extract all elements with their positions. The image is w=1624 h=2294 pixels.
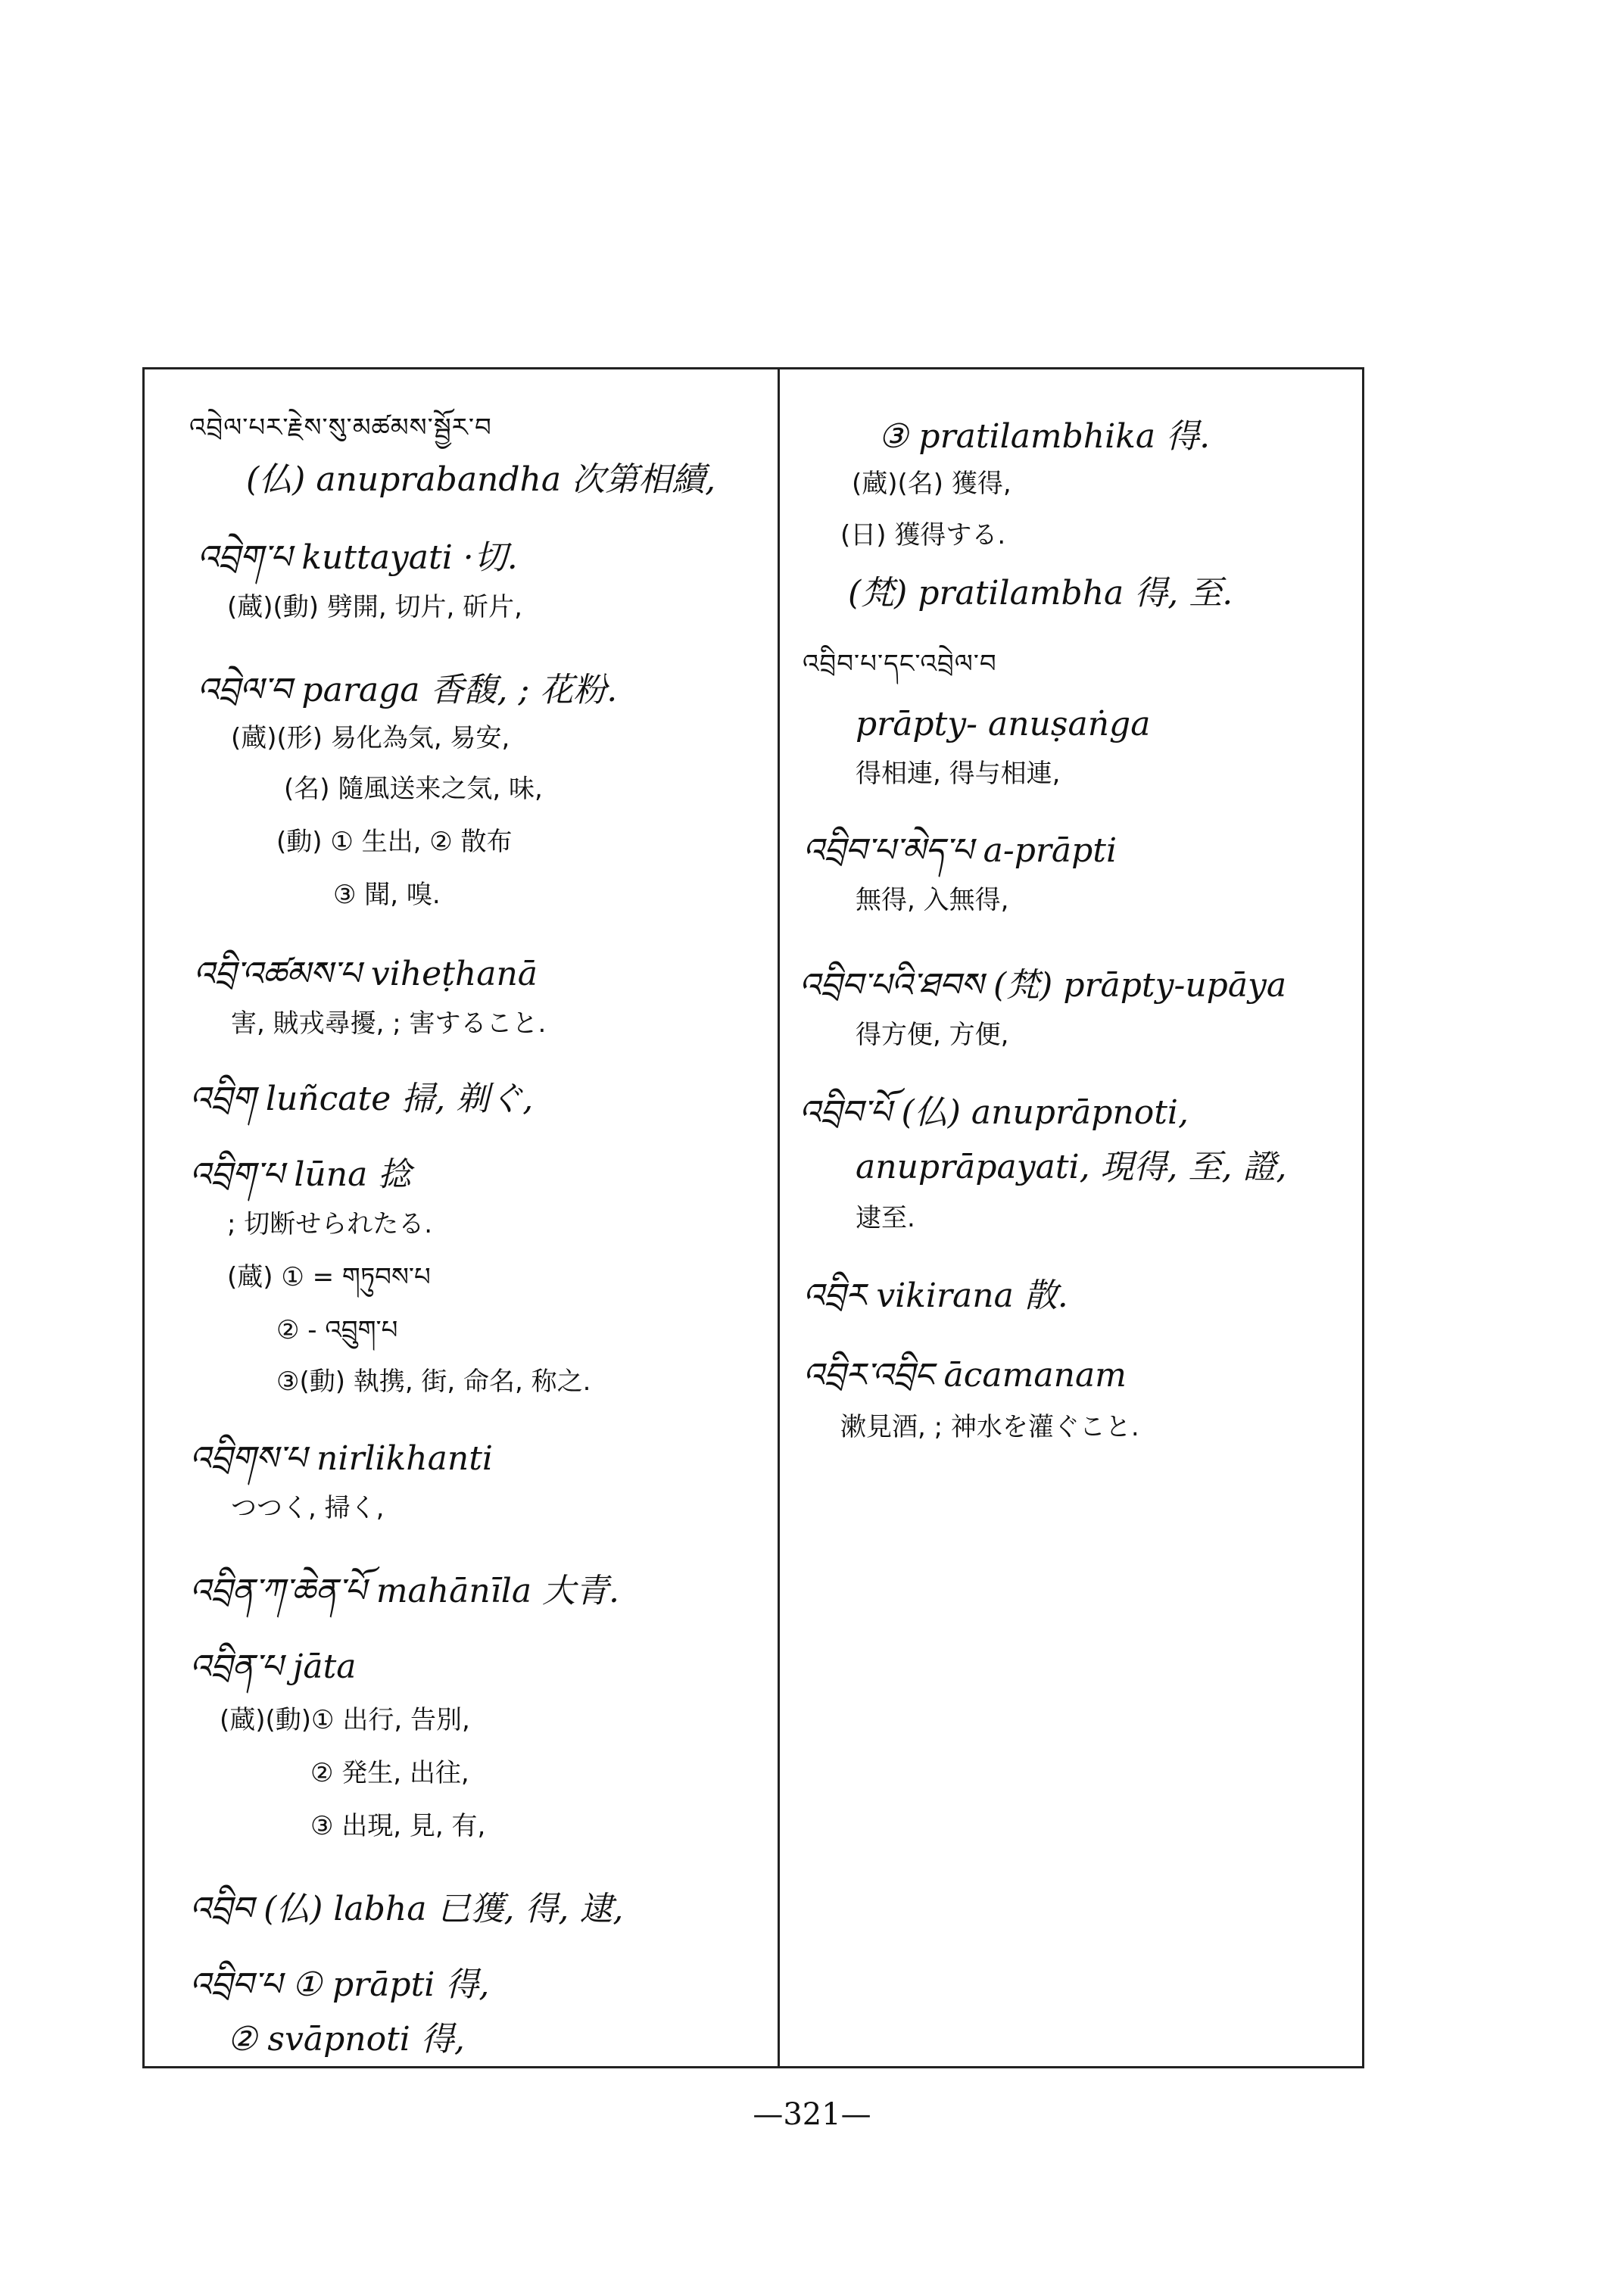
entry-headword: འབྲིབ་པ ① prāpti 得,	[189, 1965, 490, 2004]
entry-definition: (名) 隨風送来之気, 味,	[284, 774, 543, 804]
entry-headword: འབྲིར vikirana 散.	[803, 1276, 1068, 1315]
entry-headword: འབྲེག་པ kuttayati ·切.	[197, 538, 518, 577]
left-column	[182, 0, 765, 2294]
entry-headword: འབྲིབ་པ་དང་འབྲེལ་བ	[803, 649, 997, 679]
entry-headword: འབྲིབ (仏) labha 已獲, 得, 逮,	[189, 1890, 624, 1928]
right-column	[795, 0, 1363, 2294]
entry-definition: (蔵)(動)① 出行, 告別,	[220, 1705, 470, 1735]
entry-definition: (日) 獲得する.	[840, 520, 1006, 550]
entry-definition: (蔵)(形) 易化為気, 易安,	[231, 723, 510, 753]
entry-definition: 得方便, 方便,	[856, 1020, 1009, 1050]
entry-headword: འབྲིག་པ lūna 捻	[189, 1155, 412, 1194]
entry-definition: anuprāpayati, 現得, 至, 證,	[856, 1148, 1287, 1186]
entry-definition: 得相連, 得与相連,	[856, 759, 1061, 789]
entry-headword: འབྲིར་འབྲིང ācamanam	[803, 1356, 1127, 1395]
entry-definition: 無得, 入無得,	[856, 885, 1009, 915]
entry-definition: ③(動) 執携, 街, 命名, 称之.	[276, 1367, 591, 1397]
entry-headword: འབྲིག luñcate 掃, 剃ぐ,	[189, 1080, 534, 1118]
entry-headword: འབྲེལ་པར་རྗེས་སུ་མཚམས་སྦྱོར་བ	[189, 413, 492, 443]
entry-definition: ③ 出現, 見, 有,	[310, 1811, 486, 1841]
entry-definition: prāpty- anuṣaṅga	[856, 705, 1151, 743]
entry-headword: འབྲིབ་པོ (仏) anuprāpnoti,	[799, 1093, 1189, 1132]
entry-definition: つつく, 掃く,	[231, 1493, 385, 1523]
entry-definition: 漱見酒, ; 神水を灌ぐこと.	[840, 1412, 1139, 1442]
entry-headword: འབྲིན་པ jāta	[189, 1647, 357, 1686]
entry-definition: (蔵) ① = གཏུབས་པ	[227, 1262, 431, 1292]
entry-definition: ③ pratilambhika 得.	[878, 417, 1211, 456]
entry-definition: ② 発生, 出往,	[310, 1758, 469, 1788]
entry-definition: 逮至.	[856, 1203, 915, 1233]
entry-definition: (蔵)(動) 劈開, 切片, 斫片,	[227, 592, 522, 622]
entry-definition: (蔵)(名) 獲得,	[852, 469, 1011, 499]
column-divider	[778, 369, 780, 2066]
entry-headword: འབྲིགས་པ nirlikhanti	[189, 1439, 493, 1478]
entry-definition: ② - འབྲུག་པ	[276, 1315, 398, 1345]
entry-headword: འབྲིབ་པ་མེད་པ a-prāpti	[803, 831, 1117, 870]
entry-headword: འབྲིན་ཀ་ཆེན་པོ mahānīla 大青.	[189, 1572, 620, 1610]
entry-definition: 害, 賊戎尋擾, ; 害すること.	[231, 1008, 547, 1039]
entry-definition: (動) ① 生出, ② 散布	[276, 827, 513, 857]
entry-definition: ③ 聞, 嗅.	[333, 880, 441, 910]
entry-definition: ; 切断せられたる.	[227, 1209, 433, 1239]
entry-definition: (仏) anuprabandha 次第相續,	[246, 460, 716, 499]
page-number: —321—	[753, 2097, 871, 2132]
entry-headword: འབྲིབ་པའི་ཐབས (梵) prāpty-upāya	[799, 966, 1287, 1005]
entry-headword: འབྲེལ་བ paraga 香馥, ; 花粉.	[197, 671, 618, 709]
entry-definition: (梵) pratilambha 得, 至.	[848, 574, 1233, 612]
entry-headword: འབྲི་འཚམས་པ viheṭhanā	[193, 955, 538, 993]
entry-definition: ② svāpnoti 得,	[227, 2020, 465, 2059]
